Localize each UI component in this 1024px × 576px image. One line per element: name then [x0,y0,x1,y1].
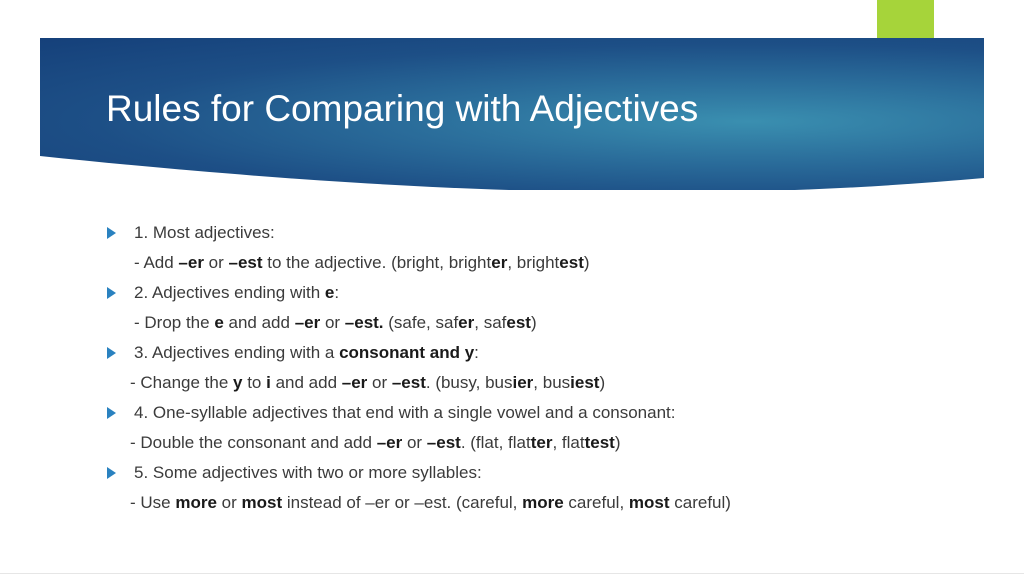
bullet-arrow-icon [107,347,116,359]
bullet-arrow-icon [107,287,116,299]
bullet-arrow-icon [107,227,116,239]
bullet-arrow-icon [107,467,116,479]
rule-4-heading: 4. One-syllable adjectives that end with a single vowel and a consonant: [134,403,676,422]
bottom-divider [0,573,1024,574]
rule-2-heading: 2. Adjectives ending with e: [134,283,340,302]
rule-3-detail: - Change the y to i and add –er or –est. (busy, busier, busiest) [130,373,606,392]
rule-1-detail: - Add –er or –est to the adjective. (bright, brighter, brightest) [134,253,590,272]
rule-5-detail: - Use more or most instead of –er or –est. (careful, more careful, most careful) [130,493,731,512]
bullet-arrow-icon [107,407,116,419]
rule-2-detail: - Drop the e and add –er or –est. (safe, safer, safest) [134,313,537,332]
rule-1-heading: 1. Most adjectives: [134,223,275,242]
rule-4-detail: - Double the consonant and add –er or –est. (flat, flatter, flattest) [130,433,621,452]
rule-3-heading: 3. Adjectives ending with a consonant and y: [134,343,479,362]
slide-title: Rules for Comparing with Adjectives [106,88,699,129]
rule-5-heading: 5. Some adjectives with two or more syllables: [134,463,482,482]
